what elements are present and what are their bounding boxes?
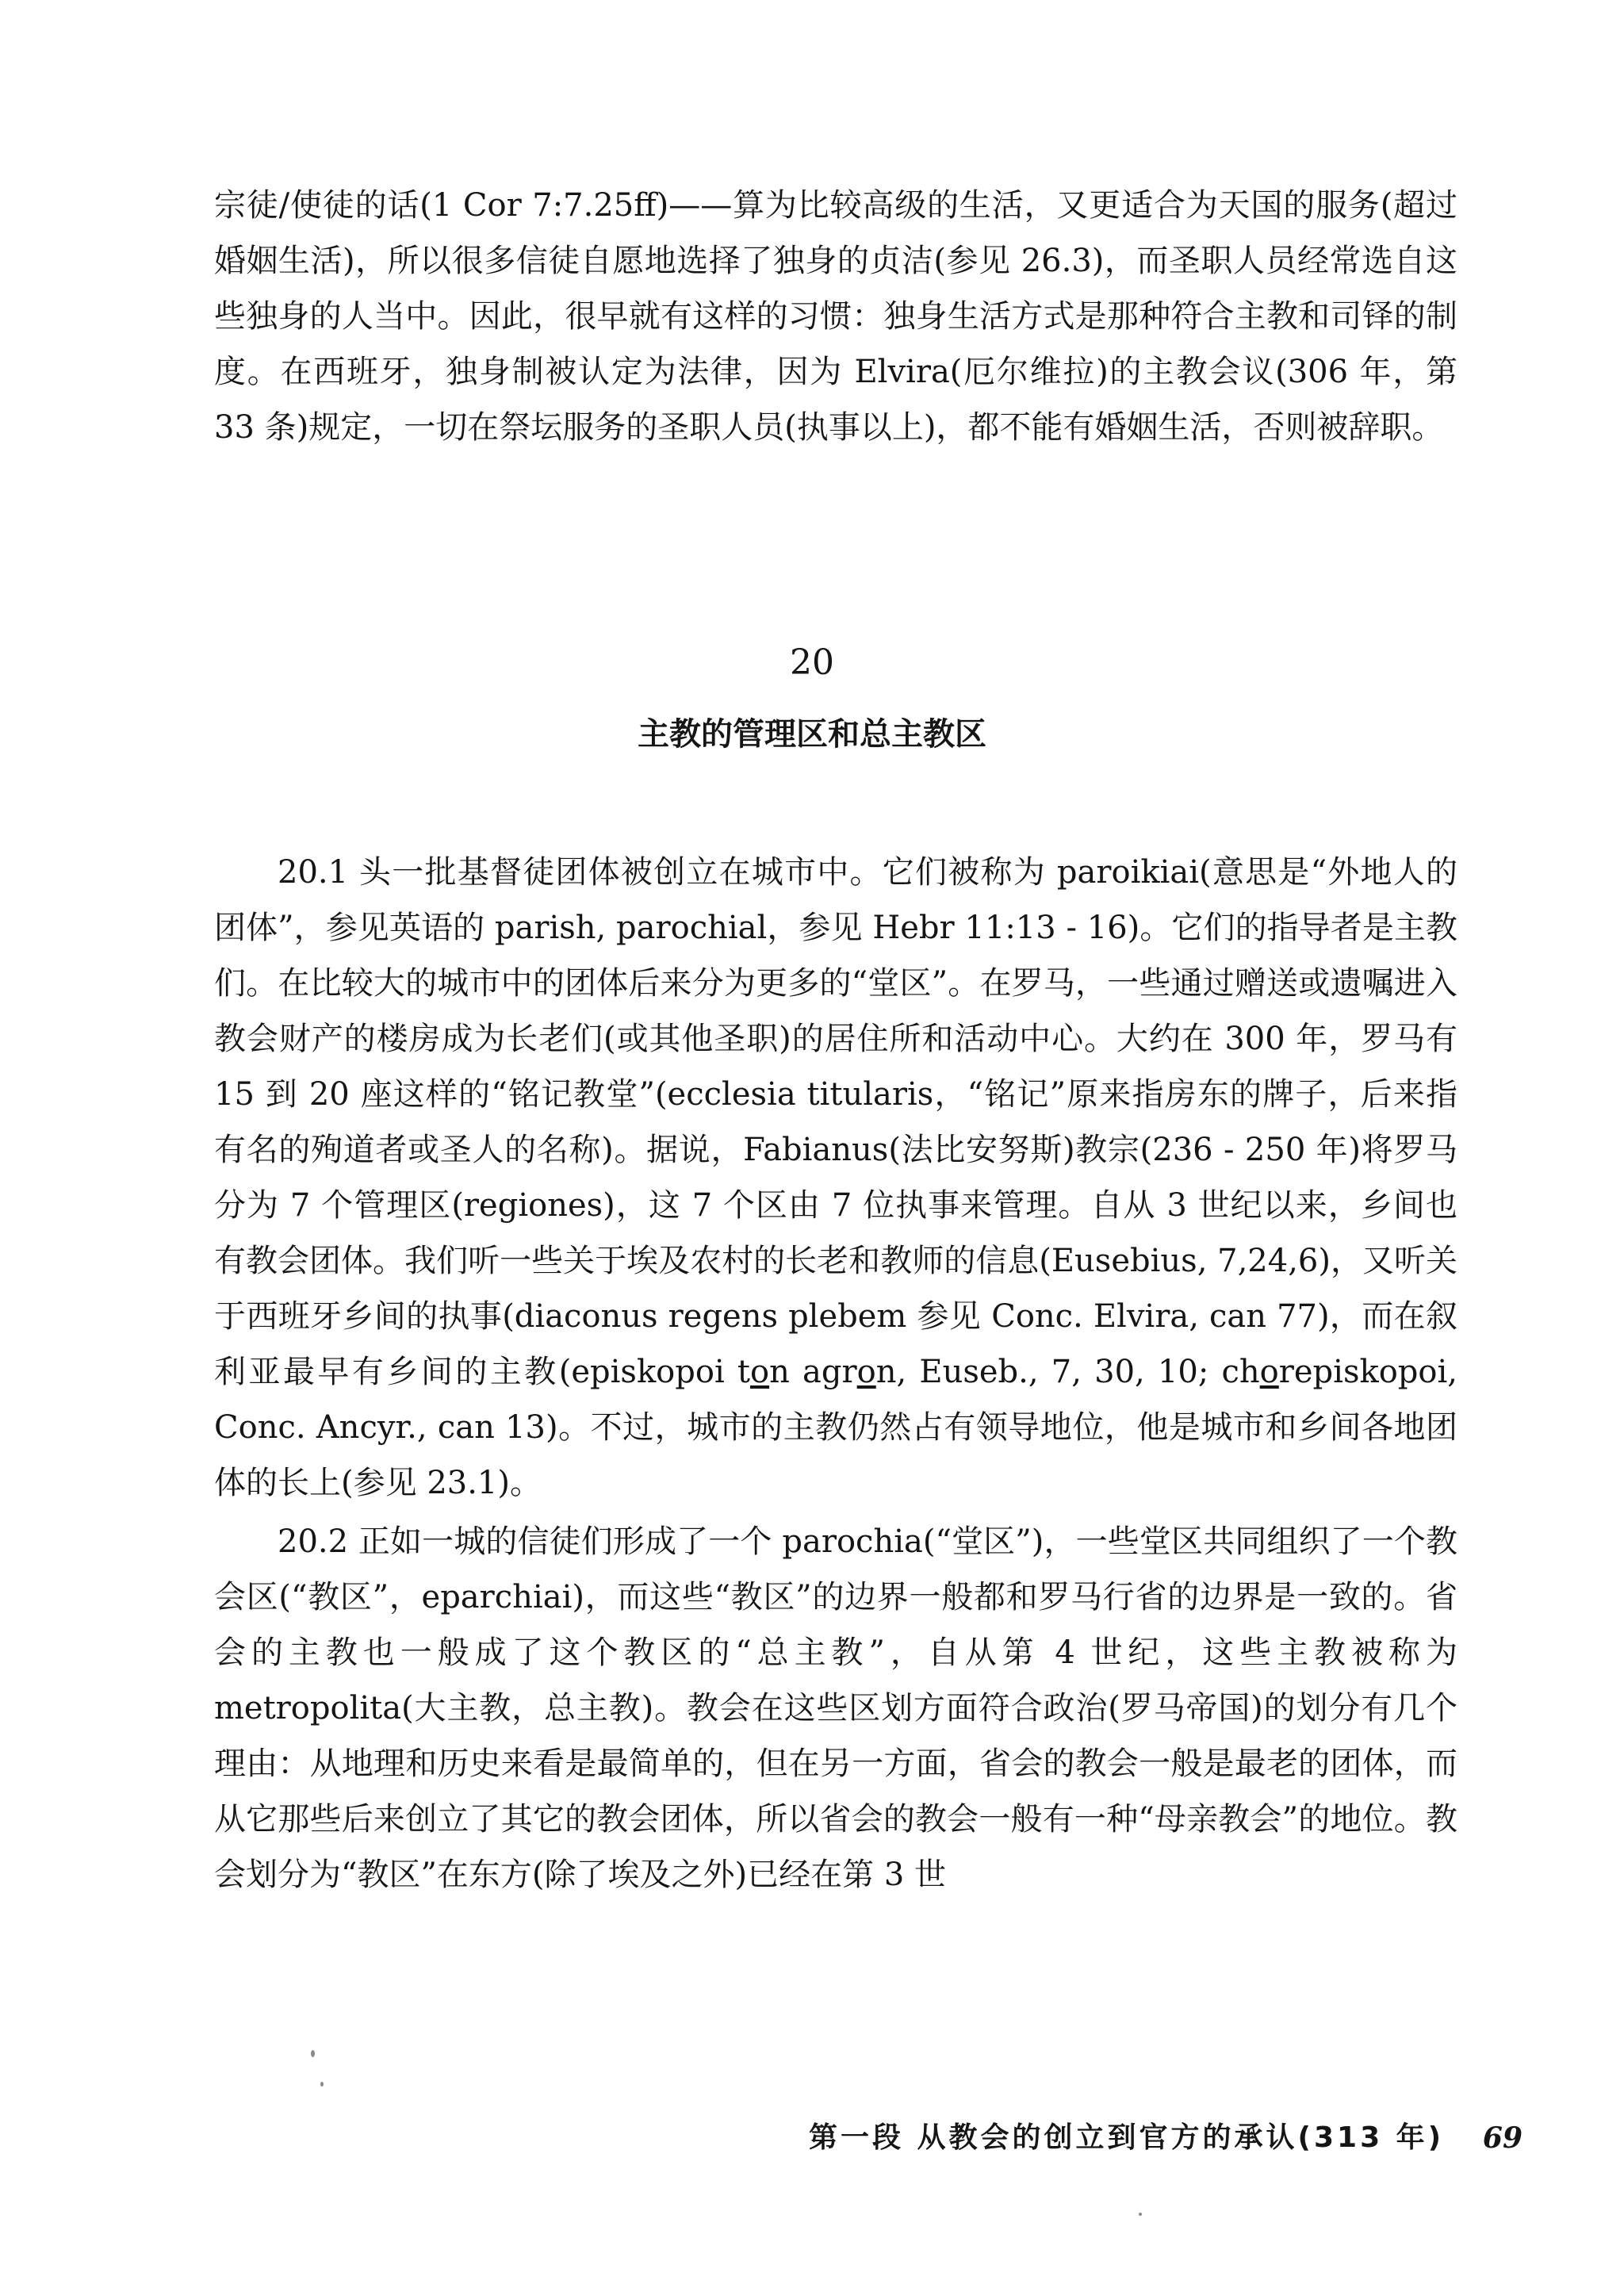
underlined-o: o bbox=[750, 1354, 770, 1390]
paragraph-20-1-text-d: repiskopoi, Conc. Ancyr., can 13)。不过，城市的主教仍然占有领导地位，他是城市和乡间各地团体的长上(参见 23.1)。 bbox=[214, 1354, 1457, 1501]
scan-speck bbox=[320, 2082, 324, 2087]
chapter-title: 主教的管理区和总主教区 bbox=[638, 716, 986, 753]
running-head: 第一段 从教会的创立到官方的承认(313 年) bbox=[809, 2121, 1445, 2154]
paragraph-20-2: 20.2 正如一城的信徒们形成了一个 parochia(“堂区”)，一些堂区共同组织了一个教会区(“教区”，eparchiai)，而这些“教区”的边界一般都和罗马行省的边界是一致的。省会的主教也一般成了这个教区的“总主教”，自从第 4 世纪，这些主教被称为 metropolita(大主教，总主教)。教会在这些区划方面符合政治(罗马帝国)的划分有几个理由：从地理和历史来看是最简单的，但在另一方面，省会的教会一般是最老的团体，而从它那些后来创立了其它的教会团体，所以省会的教会一般有一种“母亲教会”的地位。教会划分为“教区”在东方(除了埃及之外)已经在第 3 世 bbox=[214, 1523, 1457, 1893]
paragraph-20-1-text-b: n agr bbox=[769, 1354, 857, 1390]
chapter-body bbox=[214, 845, 1457, 1903]
page-footer bbox=[809, 2116, 1522, 2160]
underlined-o: o bbox=[1259, 1354, 1279, 1390]
scan-speck bbox=[311, 2050, 315, 2057]
page-number: 69 bbox=[1482, 2121, 1522, 2155]
scan-speck bbox=[1139, 2213, 1142, 2216]
underlined-o: o bbox=[856, 1354, 876, 1390]
paragraph-20-1-text-a: 20.1 头一批基督徒团体被创立在城市中。它们被称为 paroikiai(意思是“外地人的团体”，参见英语的 parish, parochial，参见 Hebr 11:13 - 16)。它们的指导者是主教们。在比较大的城市中的团体后来分为更多的“堂区”。在罗马，一些通过赠送或遗嘱进入教会财产的楼房成为长老们(或其他圣职)的居住所和活动中心。大约在 300 年，罗马有 15 到 20 座这样的“铭记教堂”(ecclesia titularis，“铭记”原来指房东的牌子，后来指有名的殉道者或圣人的名称)。据说，Fabianus(法比安努斯)教宗(236 - 250 年)将罗马分为 7 个管理区(regiones)，这 7 个区由 7 位执事来管理。自从 3 世纪以来，乡间也有教会团体。我们听一些关于埃及农村的长老和教师的信息(Eusebius, 7,24,6)，又听关于西班牙乡间的执事(diaconus regens plebem 参见 Conc. Elvira, can 77)，而在叙利亚最早有乡间的主教(episkopoi t bbox=[214, 854, 1457, 1390]
top-text-block bbox=[214, 178, 1457, 455]
continued-paragraph: 宗徒/使徒的话(1 Cor 7:7.25ff)——算为比较高级的生活，又更适合为天国的服务(超过婚姻生活)，所以很多信徒自愿地选择了独身的贞洁(参见 26.3)，而圣职人员经常选自这些独身的人当中。因此，很早就有这样的习惯：独身生活方式是那种符合主教和司铎的制度。在西班牙，独身制被认定为法律，因为 Elvira(厄尔维拉)的主教会议(306 年，第 33 条)规定，一切在祭坛服务的圣职人员(执事以上)，都不能有婚姻生活，否则被辞职。 bbox=[214, 187, 1457, 446]
chapter-number: 20 bbox=[790, 642, 834, 683]
paragraph-20-1-text-c: n, Euseb., 7, 30, 10; ch bbox=[875, 1354, 1260, 1390]
paragraph-20-1 bbox=[214, 845, 1457, 1511]
